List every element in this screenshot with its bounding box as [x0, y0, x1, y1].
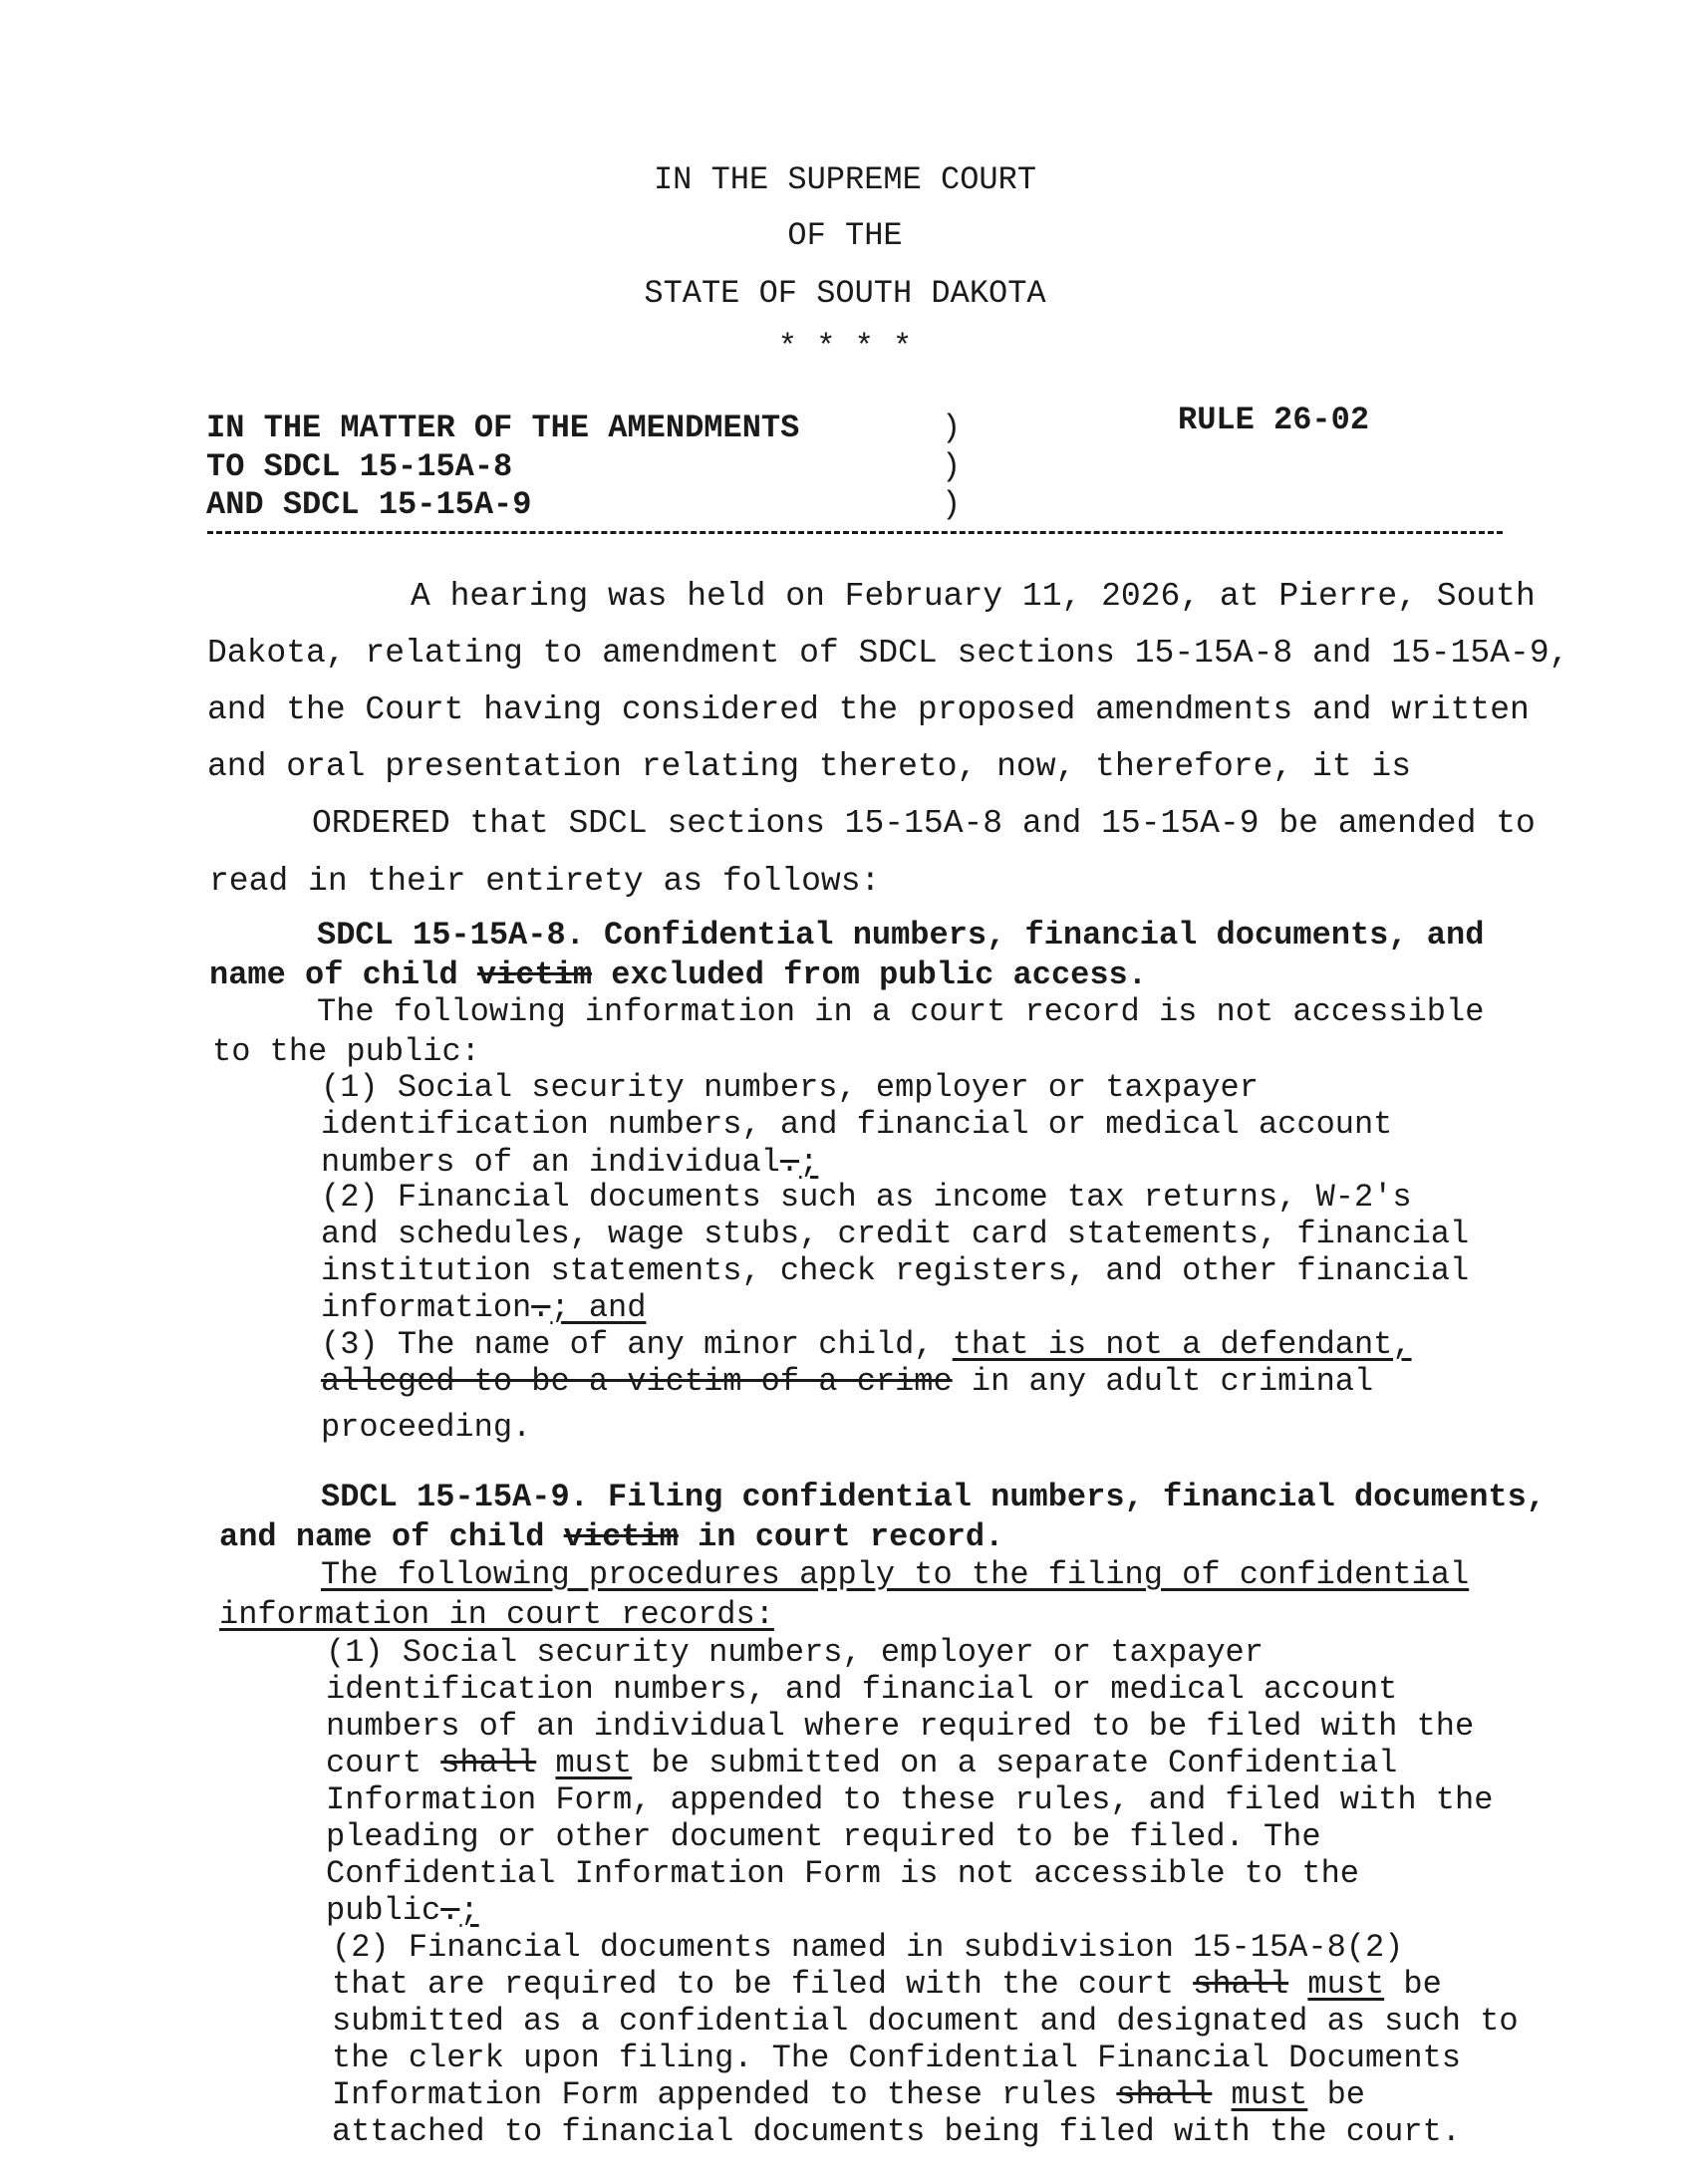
section-9-item-2-text: attached to financial documents being filed with the court. [332, 2113, 1461, 2150]
section-8-item-2-text: and schedules, wage stubs, credit card statements, financial [321, 1216, 1470, 1252]
section-9-heading: SDCL 15-15A-9. Filing confidential numbers, financial documents, [321, 1479, 1546, 1515]
court-title-line2: OF THE [787, 217, 903, 254]
section-8-item-2: (2) Financial documents such as income tax returns, W-2's [321, 1179, 1412, 1216]
intro-line: A hearing was held on February 11, 2026, at Pierre, South [411, 578, 1536, 615]
section-9-item-2-text: the clerk upon filing. The Confidential Financial Documents [332, 2040, 1461, 2076]
section-8-item-2-text: institution statements, check registers, and other financial [321, 1252, 1470, 1289]
intro-line: and oral presentation relating thereto, now, therefore, it is [207, 748, 1411, 785]
court-title-state: STATE OF SOUTH DAKOTA [644, 275, 1046, 312]
section-9-item-1: (1) Social security numbers, employer or taxpayer [326, 1634, 1264, 1671]
section-8-heading-line2: name of child victim excluded from public access. [209, 956, 1147, 993]
section-9-item-2: (2) Financial documents named in subdivision 15-15A-8(2) [332, 1929, 1404, 1966]
caption-matter-line1: IN THE MATTER OF THE AMENDMENTS [206, 410, 800, 446]
section-9-heading-line2: and name of child victim in court record. [219, 1518, 1004, 1555]
section-8-item-1: (1) Social security numbers, employer or taxpayer [321, 1069, 1259, 1106]
section-8-item-2-text: information.; and [321, 1289, 647, 1326]
court-title: IN THE SUPREME COURT [653, 161, 1037, 198]
caption-matter-line3: AND SDCL 15-15A-9 [206, 486, 532, 523]
section-8-heading: SDCL 15-15A-8. Confidential numbers, financial documents, and [317, 917, 1485, 954]
section-9-item-2-text: that are required to be filed with the court shall must be [332, 1966, 1442, 2003]
caption-divider [207, 531, 1503, 534]
rule-number: RULE 26-02 [1178, 402, 1370, 438]
section-8-text: The following information in a court record is not accessible [317, 993, 1485, 1030]
section-8-item-3: (3) The name of any minor child, that is not a defendant, [321, 1326, 1412, 1363]
section-9-item-1-text: pleading or other document required to be filed. The [326, 1818, 1321, 1855]
section-9-item-1-text: numbers of an individual where required to be filed with the [326, 1708, 1475, 1745]
section-9-intro: information in court records: [219, 1596, 774, 1633]
intro-line: Dakota, relating to amendment of SDCL sections 15-15A-8 and 15-15A-9, [207, 635, 1569, 672]
section-8-item-3-text: alleged to be a victim of a crime in any adult criminal [321, 1363, 1374, 1400]
order-line: ORDERED that SDCL sections 15-15A-8 and 15-15A-9 be amended to [312, 805, 1536, 842]
section-9-item-2-text: Information Form appended to these rules shall must be [332, 2076, 1365, 2113]
section-9-item-1-text: Confidential Information Form is not accessible to the [326, 1855, 1359, 1892]
section-8-text: to the public: [212, 1033, 480, 1070]
order-line: read in their entirety as follows: [209, 863, 881, 900]
section-8-item-3-text: proceeding. [321, 1409, 532, 1446]
section-9-item-2-text: submitted as a confidential document and designated as such to [332, 2003, 1519, 2040]
caption-paren: ) [942, 410, 962, 446]
section-8-item-1-text: identification numbers, and financial or medical account [321, 1106, 1393, 1143]
section-9-item-1-text: public.; [326, 1892, 479, 1929]
caption-matter-line2: TO SDCL 15-15A-8 [206, 448, 513, 485]
section-9-intro: The following procedures apply to the filing of confidential [321, 1556, 1470, 1593]
section-8-item-1-text: numbers of an individual.; [321, 1144, 819, 1181]
intro-line: and the Court having considered the proposed amendments and written [207, 691, 1530, 728]
caption-paren: ) [942, 486, 962, 523]
section-9-item-1-text: court shall must be submitted on a separate Confidential [326, 1745, 1398, 1781]
section-9-item-1-text: identification numbers, and financial or medical account [326, 1671, 1398, 1708]
section-separator-stars: * * * * [777, 329, 913, 366]
caption-paren: ) [942, 448, 962, 485]
section-9-item-1-text: Information Form, appended to these rules, and filed with the [326, 1781, 1494, 1818]
